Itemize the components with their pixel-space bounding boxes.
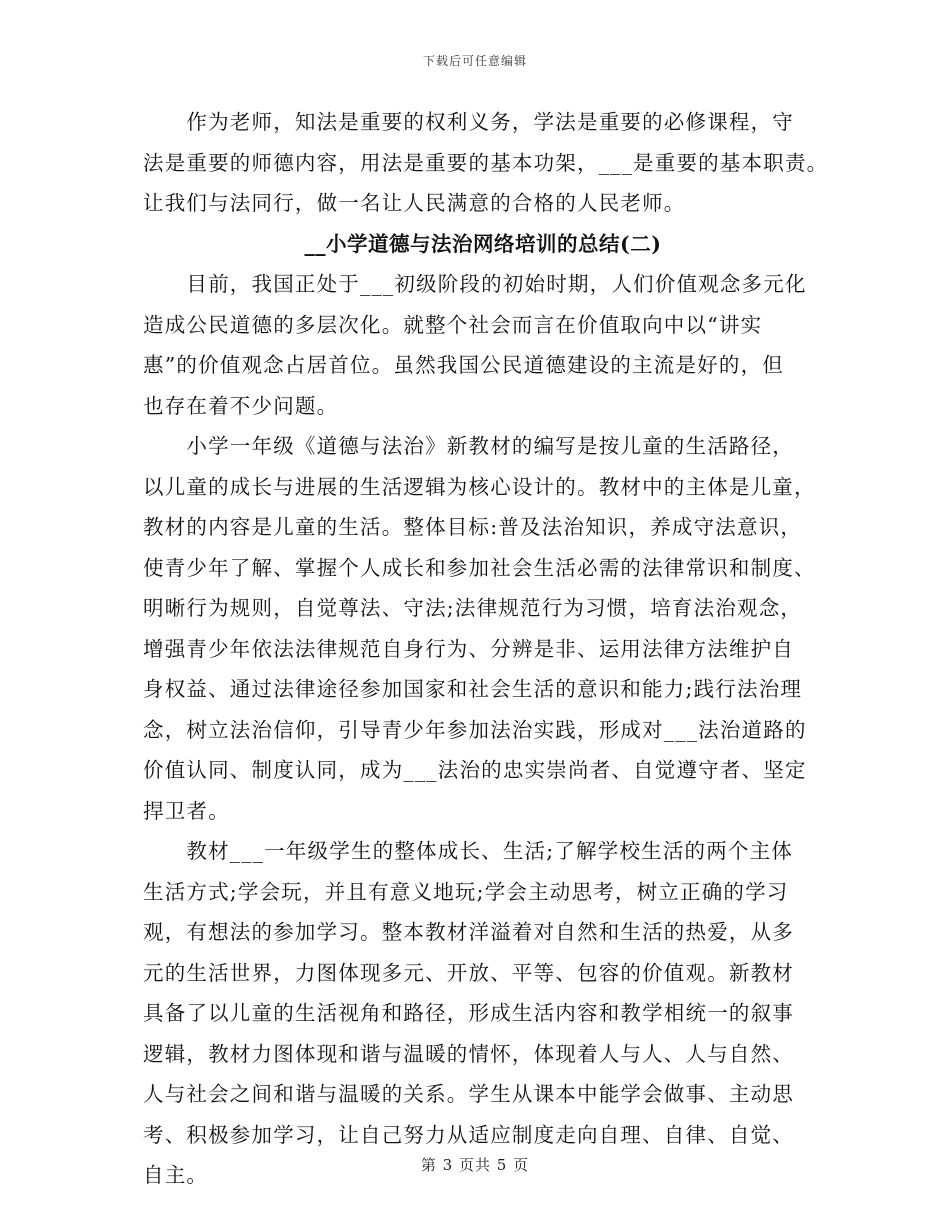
body-line-25: 人与社会之间和谐与温暖的关系。学生从课本中能学会做事、主动思 [143,1082,794,1106]
body-line-18: 捍卫者。 [143,798,230,823]
page-footer: 第 3 页共 5 页 [420,1156,530,1174]
body-line-12: 使青少年了解、掌握个人成长和参加社会生活必需的法律常识和制度、 [143,555,816,580]
body-line-9: 小学一年级《道德与法治》新教材的编写是按儿童的生活路径， [143,434,794,458]
section-title: __小学道德与法治网络培训的总结(二) [304,231,662,256]
body-line-3: 让我们与法同行，做一名让人民满意的合格的人民老师。 [143,191,686,215]
body-line-26: 考、积极参加学习，让自己努力从适应制度走向自理、自律、自觉、 [143,1122,794,1147]
body-line-15: 身权益、通过法律途径参加国家和社会生活的意识和能力;践行法治理 [143,677,803,701]
body-line-5: 目前，我国正处于___初级阶段的初始时期，人们价值观念多元化 [143,272,807,296]
body-line-27: 自主。 [143,1163,209,1187]
body-line-21: 观，有想法的参加学习。整本教材洋溢着对自然和生活的热爱，从多 [143,920,794,944]
body-line-22: 元的生活世界，力图体现多元、开放、平等、包容的价值观。新教材 [143,960,794,985]
body-line-24: 逻辑，教材力图体现和谐与温暖的情怀，体现着人与人、人与自然、 [143,1041,794,1066]
body-line-16: 念，树立法治信仰，引导青少年参加法治实践，形成对___法治道路的 [143,717,807,742]
page-header: 下载后可任意编辑 [422,54,527,68]
body-line-8: 也存在着不少问题。 [143,393,339,418]
body-line-11: 教材的内容是儿童的生活。整体目标:普及法治知识，养成守法意识， [143,515,803,539]
body-line-13: 明晰行为规则，自觉尊法、守法;法律规范行为习惯，培育法治观念， [143,596,803,620]
body-line-10: 以儿童的成长与进展的生活逻辑为核心设计的。教材中的主体是儿童， [143,474,816,499]
body-line-23: 具备了以儿童的生活视角和路径，形成生活内容和教学相统一的叙事 [143,1001,794,1025]
body-line-6: 造成公民道德的多层次化。就整个社会而言在价值取向中以“讲实 [143,312,763,337]
body-line-2: 法是重要的师德内容，用法是重要的基本功架，___是重要的基本职责。 [143,150,829,175]
body-line-14: 增强青少年依法法律规范自身行为、分辨是非、运用法律方法维护自 [143,636,794,661]
body-line-17: 价值认同、制度认同，成为___法治的忠实崇尚者、自觉遵守者、坚定 [143,758,807,782]
document-body [143,102,829,1196]
body-line-20: 生活方式;学会玩，并且有意义地玩;学会主动思考，树立正确的学习 [143,879,789,904]
body-line-19: 教材___一年级学生的整体成长、生活;了解学校生活的两个主体 [143,839,794,863]
body-line-7: 惠”的价值观念占居首位。虽然我国公民道德建设的主流是好的，但 [143,353,784,377]
body-line-1: 作为老师，知法是重要的权利义务，学法是重要的必修课程，守 [143,110,794,134]
